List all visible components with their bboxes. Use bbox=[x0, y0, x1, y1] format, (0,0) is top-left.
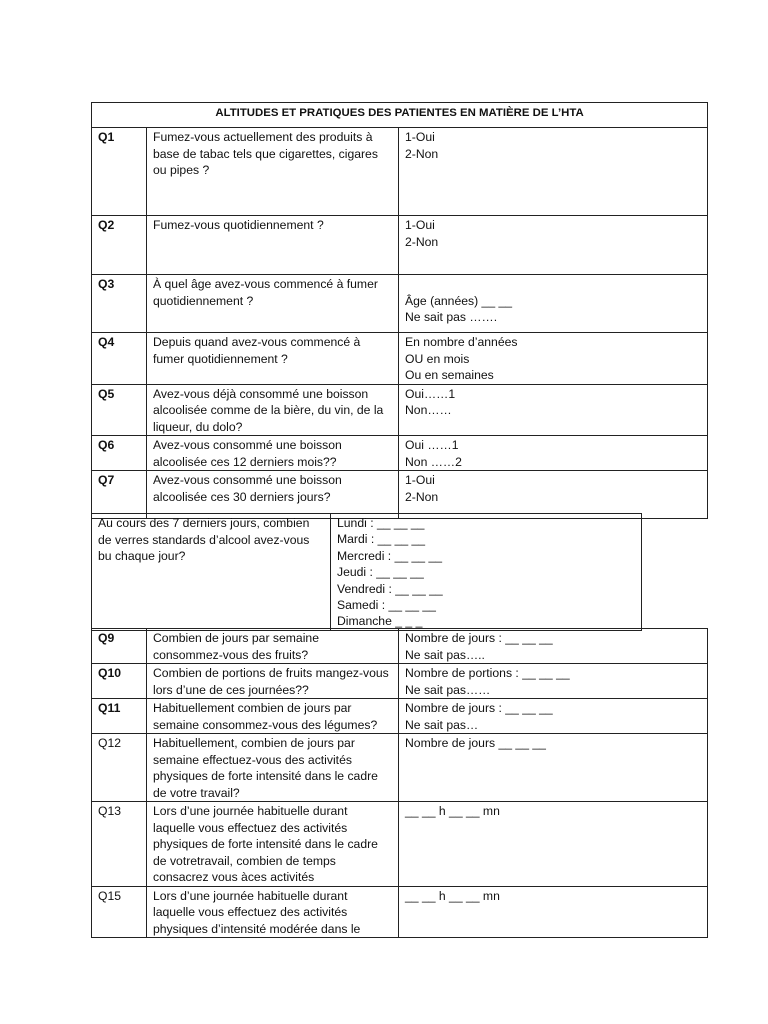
question-number: Q15 bbox=[92, 886, 147, 938]
answer-options bbox=[399, 333, 708, 385]
answer-options bbox=[399, 699, 708, 734]
answer-option: Ne sait pas…… bbox=[405, 682, 491, 697]
answer-option: Non…… bbox=[405, 403, 452, 417]
question-text: Au cours des 7 derniers jours, combien de verres standards d’alcool avez-vous bu chaque jour? bbox=[92, 514, 331, 631]
answer-option: OU en mois bbox=[405, 351, 470, 366]
answer-options bbox=[399, 275, 708, 333]
answer-option: Nombre de jours : __ __ __ bbox=[405, 701, 553, 715]
answer-option: 2-Non bbox=[405, 489, 439, 504]
question-number: Q3 bbox=[92, 275, 147, 333]
question-text: Lors d’une journée habituelle durant laquelle vous effectuez des activités physiques d’intensité modérée dans le bbox=[147, 886, 399, 938]
alcohol-days-table bbox=[91, 513, 642, 631]
day-entry: Dimanche _ _ _ bbox=[337, 614, 423, 629]
answer-option: Non ……2 bbox=[405, 454, 462, 469]
question-text: Lors d’une journée habituelle durant laquelle vous effectuez des activités physiques de forte intensité dans le cadre de votretravail, combien de temps consacrez vous àces activités bbox=[147, 802, 399, 887]
day-entry: Mercredi : __ __ __ bbox=[337, 548, 443, 563]
question-number: Q4 bbox=[92, 333, 147, 385]
answer-options bbox=[399, 802, 708, 887]
answer-option: En nombre d’années bbox=[405, 335, 518, 349]
question-row-q15 bbox=[92, 886, 708, 938]
answer-options bbox=[399, 471, 708, 519]
question-row-q7 bbox=[92, 471, 708, 519]
answer-option: Âge (années) __ __ bbox=[405, 293, 513, 308]
question-row-q6 bbox=[92, 436, 708, 471]
question-row-q3 bbox=[92, 275, 708, 333]
question-text: Depuis quand avez-vous commencé à fumer quotidiennement ? bbox=[147, 333, 399, 385]
question-text: Combien de portions de fruits mangez-vous lors d’une de ces journées?? bbox=[147, 664, 399, 699]
answer-option: Nombre de portions : __ __ __ bbox=[405, 666, 570, 680]
answer-options bbox=[399, 629, 708, 664]
question-row-q12 bbox=[92, 734, 708, 802]
question-number: Q5 bbox=[92, 384, 147, 436]
answer-option: __ __ h __ __ mn bbox=[405, 804, 500, 818]
questionnaire-table-bottom bbox=[91, 628, 708, 938]
answer-option: Oui……1 bbox=[405, 386, 456, 401]
question-row-q13 bbox=[92, 802, 708, 887]
question-text: À quel âge avez-vous commencé à fumer quotidiennement ? bbox=[147, 275, 399, 333]
question-text: Avez-vous consommé une boisson alcoolisée ces 30 derniers jours? bbox=[147, 471, 399, 519]
answer-option: Oui ……1 bbox=[405, 438, 459, 452]
answer-option: Nombre de jours : __ __ __ bbox=[405, 631, 553, 645]
answer-options bbox=[399, 886, 708, 938]
answer-options bbox=[399, 734, 708, 802]
answer-options bbox=[399, 436, 708, 471]
answer-option: Ne sait pas… bbox=[405, 717, 479, 732]
questionnaire-table-top bbox=[91, 102, 708, 519]
question-row-q9 bbox=[92, 629, 708, 664]
answer-option: __ __ h __ __ mn bbox=[405, 888, 500, 903]
answer-options bbox=[399, 128, 708, 216]
day-entry: Samedi : __ __ __ bbox=[337, 598, 436, 613]
answer-option: 2-Non bbox=[405, 234, 439, 249]
answer-option: 1-Oui bbox=[405, 130, 435, 144]
answer-option: Ne sait pas….. bbox=[405, 647, 485, 662]
answer-options bbox=[399, 384, 708, 436]
day-entry: Mardi : __ __ __ bbox=[337, 532, 426, 547]
answer-spacer bbox=[405, 276, 701, 293]
day-entry: Lundi : __ __ __ bbox=[337, 516, 425, 530]
question-number: Q2 bbox=[92, 216, 147, 275]
question-text: Fumez-vous quotidiennement ? bbox=[147, 216, 399, 275]
answer-options bbox=[399, 664, 708, 699]
question-number: Q11 bbox=[92, 699, 147, 734]
question-row-q4 bbox=[92, 333, 708, 385]
table-title: ALTITUDES ET PRATIQUES DES PATIENTES EN MATIÈRE DE L’HTA bbox=[92, 103, 708, 128]
answer-options bbox=[399, 216, 708, 275]
question-row-q2 bbox=[92, 216, 708, 275]
question-row-q8 bbox=[92, 514, 642, 631]
question-row-q1 bbox=[92, 128, 708, 216]
day-list bbox=[331, 514, 642, 631]
answer-option: 1-Oui bbox=[405, 218, 435, 232]
question-row-q5 bbox=[92, 384, 708, 436]
question-text: Combien de jours par semaine consommez-vous des fruits? bbox=[147, 629, 399, 664]
question-row-q10 bbox=[92, 664, 708, 699]
answer-option: 2-Non bbox=[405, 146, 439, 161]
question-number: Q9 bbox=[92, 629, 147, 664]
question-text: Fumez-vous actuellement des produits à base de tabac tels que cigarettes, cigares ou pipes ? bbox=[147, 128, 399, 216]
question-text: Habituellement, combien de jours par semaine effectuez-vous des activités physiques de forte intensité dans le cadre de votre travail? bbox=[147, 734, 399, 802]
question-text: Avez-vous déjà consommé une boisson alcoolisée comme de la bière, du vin, de la liqueur, du dolo? bbox=[147, 384, 399, 436]
answer-option: 1-Oui bbox=[405, 473, 435, 487]
question-number: Q6 bbox=[92, 436, 147, 471]
question-number: Q13 bbox=[92, 802, 147, 887]
question-number: Q1 bbox=[92, 128, 147, 216]
question-text: Habituellement combien de jours par semaine consommez-vous des légumes? bbox=[147, 699, 399, 734]
question-number: Q10 bbox=[92, 664, 147, 699]
day-entry: Jeudi : __ __ __ bbox=[337, 565, 424, 580]
answer-option: Nombre de jours __ __ __ bbox=[405, 736, 546, 750]
question-text: Avez-vous consommé une boisson alcoolisée ces 12 derniers mois?? bbox=[147, 436, 399, 471]
day-entry: Vendredi : __ __ __ bbox=[337, 581, 443, 596]
question-number: Q12 bbox=[92, 734, 147, 802]
answer-option: Ou en semaines bbox=[405, 368, 494, 382]
question-number: Q7 bbox=[92, 471, 147, 519]
answer-option: Ne sait pas ……. bbox=[405, 310, 498, 324]
question-row-q11 bbox=[92, 699, 708, 734]
